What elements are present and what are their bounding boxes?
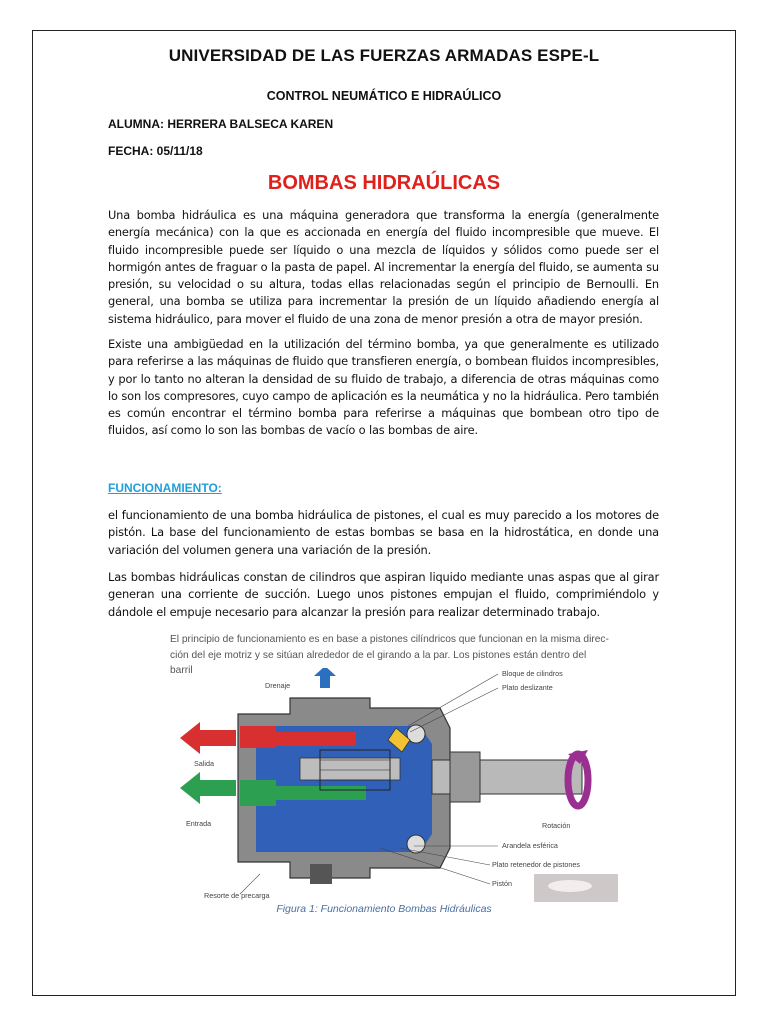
label-spring: Resorte de precarga <box>204 891 270 900</box>
pump-diagram-figure <box>170 628 618 914</box>
section-heading-funcionamiento: FUNCIONAMIENTO: <box>108 481 222 495</box>
paragraph-operation: el funcionamiento de una bomba hidráulica de pistones, el cual es muy parecido a los motores de pistón. La base del funcionamiento de estas bombas se basa en la hidrostática, en donde una variación del volumen genera una variación de la presión. <box>108 508 659 557</box>
student-name: ALUMNA: HERRERA BALSECA KAREN <box>108 117 334 131</box>
label-rotation: Rotación <box>542 821 571 830</box>
university-title: UNIVERSIDAD DE LAS FUERZAS ARMADAS ESPE-L <box>168 46 600 65</box>
input-arrow-icon <box>180 772 236 804</box>
label-output: Salida <box>194 759 214 768</box>
drive-shaft <box>432 752 582 802</box>
label-block: Bloque de cilindros <box>502 669 563 678</box>
pump-housing <box>238 698 450 884</box>
pump-diagram <box>170 668 618 938</box>
figure-title: Figura 1: Funcionamiento Bombas Hidráulicas <box>276 903 492 915</box>
paragraph-cylinders: Las bombas hidráulicas constan de cilindros que aspiran liquido mediante unas aspas que al girar generan una corriente de succión. Luego unos pistones empujan el fluido, comprimiéndolo y dándole el empuje necesario para alcanzar la presión para realizar determinado trabajo. <box>108 570 659 619</box>
figure-caption: El principio de funcionamiento es en base a pistones cilíndricos que funcionan en la misma direc-ción del eje motriz y se sitúan alrededor de el girando a la par. Los pistones están dentro del barril <box>170 634 609 676</box>
label-drain: Drenaje <box>265 681 291 690</box>
date-line: FECHA: 05/11/18 <box>108 144 203 158</box>
paragraph-intro: Una bomba hidráulica es una máquina generadora que transforma la energía (generalmente energía mecánica) con la que es accionada en energía del fluido incompresible que mueve. El fluido incompresible puede ser líquido o una mezcla de líquidos y sólidos como puede ser el hormigón antes de fraguar o la pasta de papel. Al incrementar la energía del fluido, se aumenta su presión, su velocidad o su altura, todas ellas relacionadas según el principio de Bernoulli. En general, una bomba se utiliza para incrementar la presión de un líquido añadiendo energía al sistema hidráulico, para mover el fluido de una zona de menor presión a otra de mayor presión. <box>108 208 659 326</box>
label-input: Entrada <box>186 819 212 828</box>
label-washer: Arandela esférica <box>502 841 558 850</box>
label-piston: Pistón <box>492 879 512 888</box>
label-plate: Plato deslizante <box>502 683 553 692</box>
document-title: BOMBAS HIDRAÚLICAS <box>267 172 501 194</box>
label-retainer: Plato retenedor de pistones <box>492 860 580 869</box>
drain-arrow-icon <box>314 668 336 688</box>
course-title: CONTROL NEUMÁTICO E HIDRAÚLICO <box>266 89 502 103</box>
paragraph-ambiguity: Existe una ambigüedad en la utilización del término bomba, ya que generalmente es utilizado para referirse a las máquinas de fluido que transfieren energía, o bombean fluidos incompresibles, y por lo tanto no alteran la densidad de su fluido de trabajo, a diferencia de otras máquinas como lo son los compresores, cuyo campo de aplicación es la neumática y no la hidráulica. Pero también es común encontrar el término bomba para referirse a máquinas que bombean otro tipo de fluidos, así como lo son las bombas de vacío o las bombas de aire. <box>108 337 659 438</box>
output-arrow-icon <box>180 722 236 754</box>
